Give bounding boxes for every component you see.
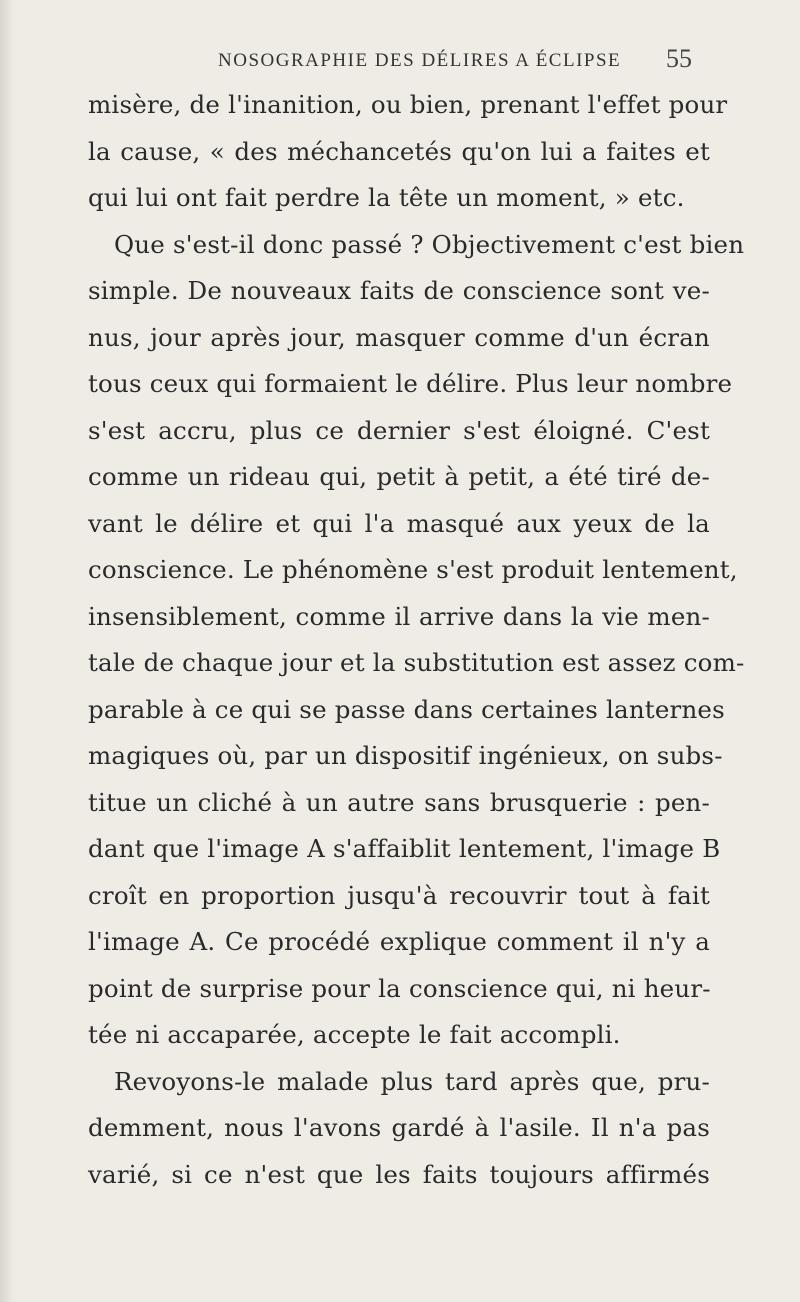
text-line: tée ni accaparée, accepte le fait accompli. bbox=[88, 1020, 621, 1049]
text-line: parable à ce qui se passe dans certaines lanternes bbox=[88, 694, 725, 724]
text-line: comme un rideau qui, petit à petit, a été tiré de- bbox=[88, 462, 710, 491]
text-line: tale de chaque jour et la substitution est assez com- bbox=[88, 648, 745, 677]
text-line: varié, si ce n'est que les faits toujours affirmés bbox=[88, 1159, 710, 1189]
page-header bbox=[218, 44, 708, 84]
text-line: croît en proportion jusqu'à recouvrir tout à fait bbox=[88, 880, 710, 910]
text-line: titue un cliché à un autre sans brusquerie : pen- bbox=[88, 787, 710, 817]
page-edge-shadow bbox=[0, 0, 14, 1302]
paragraph-start-line: Que s'est-il donc passé ? Objectivement c'est bien bbox=[114, 229, 745, 259]
text-line: conscience. Le phénomène s'est produit lentement, bbox=[88, 555, 738, 584]
running-head: NOSOGRAPHIE DES DÉLIRES A ÉCLIPSE bbox=[218, 50, 622, 71]
text-line: misère, de l'inanition, ou bien, prenant l'effet pour bbox=[88, 90, 728, 119]
text-line: s'est accru, plus ce dernier s'est éloigné. C'est bbox=[88, 415, 710, 445]
text-line: vant le délire et qui l'a masqué aux yeux de la bbox=[88, 508, 710, 538]
text-line: qui lui ont fait perdre la tête un moment, » etc. bbox=[88, 183, 685, 212]
text-line: insensiblement, comme il arrive dans la vie men- bbox=[88, 601, 710, 631]
text-line: la cause, « des méchancetés qu'on lui a faites et bbox=[88, 136, 710, 166]
body-text bbox=[88, 82, 745, 1198]
text-line: magiques où, par un dispositif ingénieux, on subs- bbox=[88, 741, 723, 770]
text-line: tous ceux qui formaient le délire. Plus leur nombre bbox=[88, 369, 733, 398]
page-number: 55 bbox=[666, 44, 692, 73]
text-line: l'image A. Ce procédé explique comment il n'y a bbox=[88, 927, 710, 956]
text-line: simple. De nouveaux faits de conscience sont ve- bbox=[88, 276, 710, 305]
text-line: point de surprise pour la conscience qui, ni heur- bbox=[88, 973, 711, 1003]
text-line: dant que l'image A s'affaiblit lentement, l'image B bbox=[88, 834, 721, 863]
paragraph-start-line: Revoyons-le malade plus tard après que, pru- bbox=[114, 1066, 710, 1096]
text-line: nus, jour après jour, masquer comme d'un écran bbox=[88, 322, 710, 352]
text-line: demment, nous l'avons gardé à l'asile. Il n'a pas bbox=[88, 1113, 710, 1142]
